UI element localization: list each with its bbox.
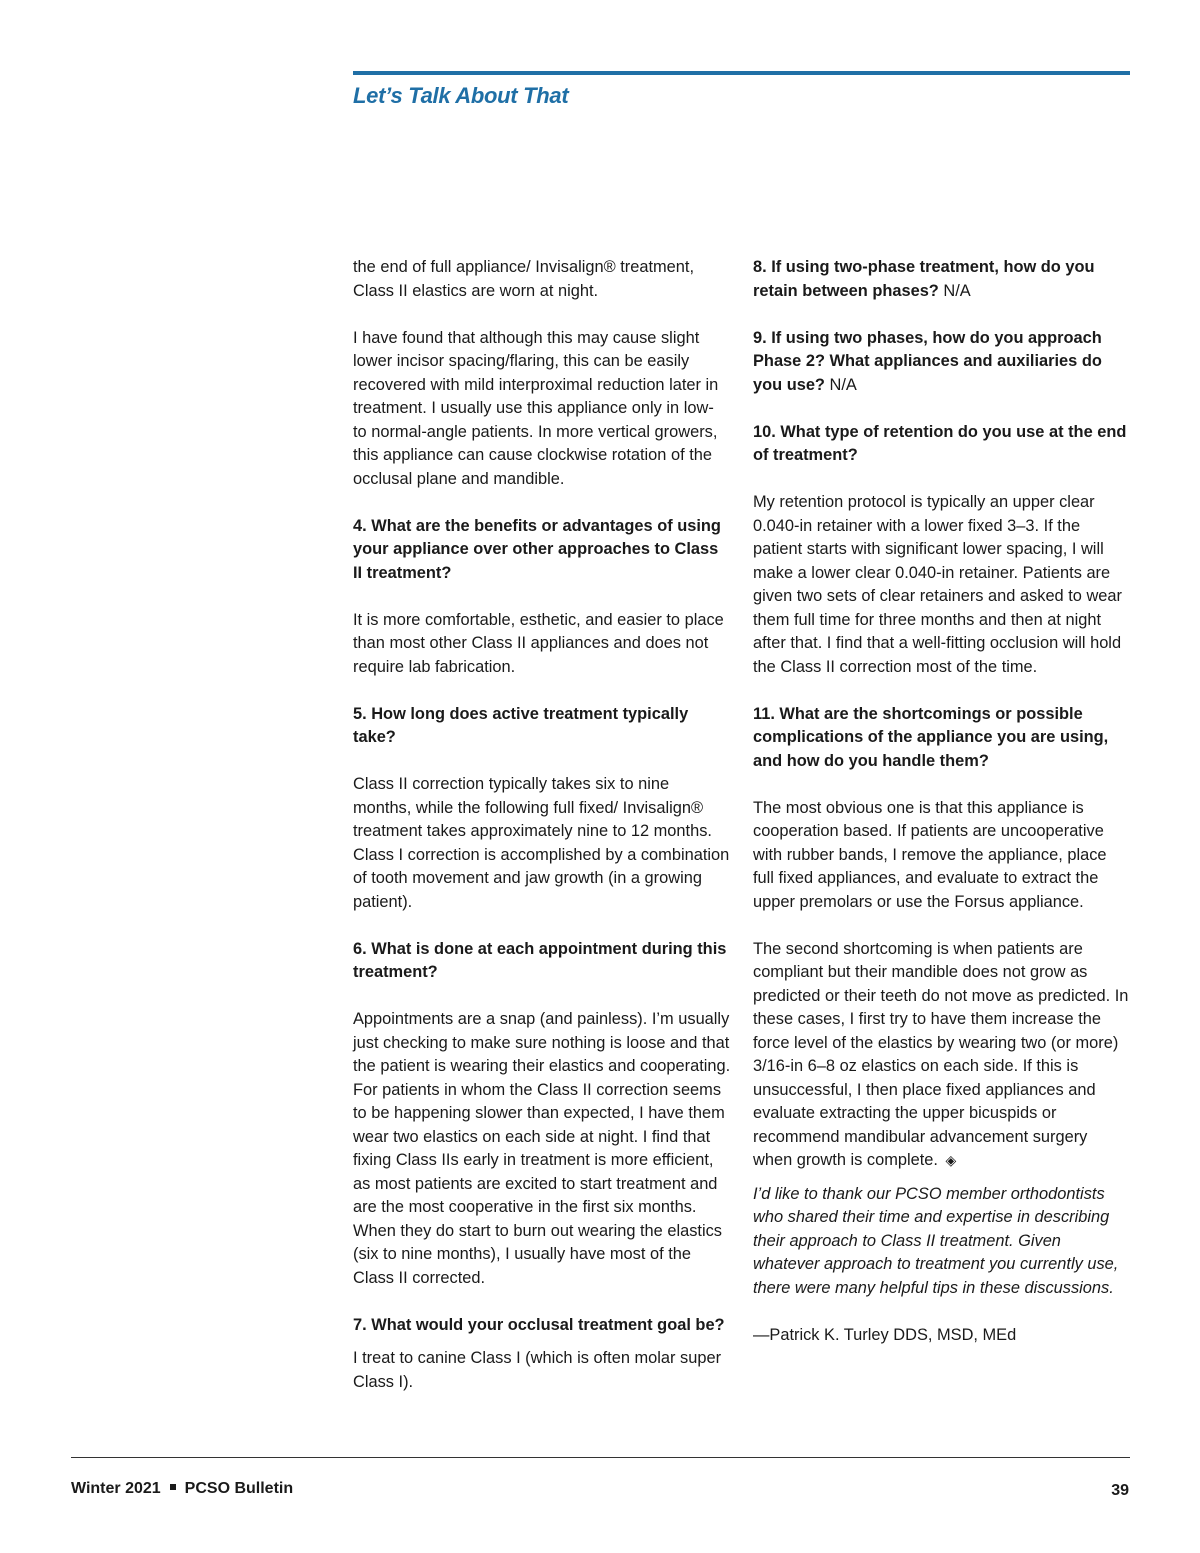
question-10: 10. What type of retention do you use at the end of treatment? xyxy=(753,422,1127,464)
header-rule xyxy=(353,71,1130,75)
author-signature: —Patrick K. Turley DDS, MSD, MEd xyxy=(753,1325,1017,1344)
end-of-article-icon: ◈ xyxy=(945,1152,957,1168)
paragraph-continuation: the end of full appliance/ Invisalign® treatment, Class II elastics are worn at night. xyxy=(353,258,695,300)
question-5: 5. How long does active treatment typically take? xyxy=(353,704,689,746)
footer-publication-info xyxy=(71,1480,293,1498)
answer-9: N/A xyxy=(829,375,857,394)
footer-separator-icon xyxy=(170,1484,176,1490)
question-9 xyxy=(753,327,1131,398)
question-8-text: 8. If using two-phase treatment, how do you retain between phases? xyxy=(753,258,1095,300)
question-11: 11. What are the shortcomings or possible complications of the appliance you are using, and how do you handle them? xyxy=(753,704,1109,770)
footer-issue: Winter 2021 xyxy=(71,1480,161,1497)
answer-6: Appointments are a snap (and painless). I’m usually just checking to make sure nothing is loose and that the patient is wearing their elastics and cooperating. For patients in whom the Class II correction seems to be happening slower than expected, I have them wear two elastics on each side at night. I find that fixing Class IIs early in treatment is more efficient, as most patients are excited to start treatment and are the most cooperative in the first six months. When they do start to burn out wearing the elastics (six to nine months), I usually have most of the Class II corrected. xyxy=(353,1010,731,1287)
question-9-text: 9. If using two phases, how do you approach Phase 2? What appliances and auxiliaries do you use? xyxy=(753,328,1102,394)
closing-note: I’d like to thank our PCSO member orthodontists who shared their time and expertise in describing their approach to Class II treatment. Given whatever approach to treatment you currently use, there were many helpful tips in these discussions. xyxy=(753,1184,1119,1297)
answer-11-second-text: The second shortcoming is when patients are compliant but their mandible does not grow as predicted or their teeth do not move as predicted. In these cases, I first try to have them increase the force level of the elastics by wearing two (or more) 3/16-in 6–8 oz elastics on each side. If this is unsuccessful, I then place fixed appliances and evaluate extracting the upper bicuspids or recommend mandibular advancement surgery when growth is complete. xyxy=(753,939,1129,1169)
left-column xyxy=(353,256,731,1418)
footer-rule xyxy=(71,1457,1130,1458)
section-title: Let’s Talk About That xyxy=(353,83,569,108)
answer-4: It is more comfortable, esthetic, and easier to place than most other Class II appliances and does not require lab fabrication. xyxy=(353,610,724,676)
page-number: 39 xyxy=(1111,1482,1129,1499)
footer-publication: PCSO Bulletin xyxy=(184,1480,294,1497)
right-column xyxy=(753,256,1131,1371)
answer-11-first: The most obvious one is that this appliance is cooperation based. If patients are uncooperative with rubber bands, I remove the appliance, place full fixed appliances, and evaluate to extract the upper premolars or use the Forsus appliance. xyxy=(753,798,1107,911)
answer-11-second xyxy=(753,938,1131,1173)
question-7: 7. What would your occlusal treatment goal be? xyxy=(353,1315,725,1334)
answer-5: Class II correction typically takes six to nine months, while the following full fixed/ Invisalign® treatment takes approximately nine to 12 months. Class I correction is accomplished by a combination of tooth movement and jaw growth (in a growing patient). xyxy=(353,775,730,911)
answer-7: I treat to canine Class I (which is often molar super Class I). xyxy=(353,1349,722,1391)
paragraph-appliance-notes: I have found that although this may cause slight lower incisor spacing/flaring, this can be easily recovered with mild interproximal reduction later in treatment. I usually use this appliance only in low- to normal-angle patients. In more vertical growers, this appliance can cause clockwise rotation of the occlusal plane and mandible. xyxy=(353,328,719,488)
question-4: 4. What are the benefits or advantages of using your appliance over other approaches to Class II treatment? xyxy=(353,516,721,582)
answer-8: N/A xyxy=(943,281,971,300)
question-8 xyxy=(753,256,1131,303)
question-6: 6. What is done at each appointment during this treatment? xyxy=(353,939,727,981)
answer-10: My retention protocol is typically an upper clear 0.040-in retainer with a lower fixed 3–3. If the patient starts with significant lower spacing, I will make a lower clear 0.040-in retainer. Patients are given two sets of clear retainers and asked to wear them full time for three months and then at night after that. I find that a well-fitting occlusion will hold the Class II correction most of the time. xyxy=(753,493,1122,676)
